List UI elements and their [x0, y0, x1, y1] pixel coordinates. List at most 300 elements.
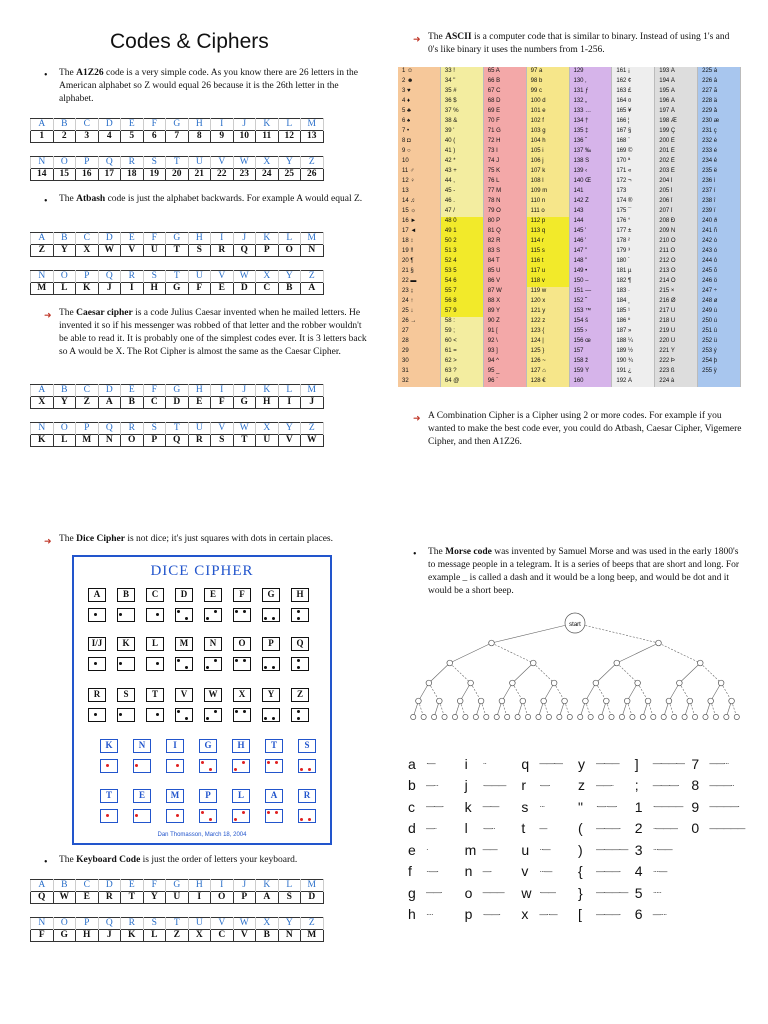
morse-entry	[691, 799, 748, 815]
ascii-cell: 155 ›	[573, 328, 588, 334]
cipher-value-cell: 5	[121, 131, 144, 143]
morse-entry	[578, 756, 635, 772]
dice-dot	[119, 613, 122, 616]
cipher-value-cell: 15	[53, 169, 76, 181]
morse-tree-node	[510, 680, 516, 686]
dice-dot	[201, 811, 204, 814]
ascii-cell: 125 }	[530, 348, 545, 354]
ascii-cell: 160	[573, 378, 584, 384]
morse-character: s	[521, 798, 529, 815]
morse-character: a	[408, 755, 416, 772]
ascii-cell: 187 »	[616, 328, 632, 334]
cipher-value-cell: J	[98, 930, 121, 942]
plain-letter-cell: V	[211, 423, 234, 435]
arrow-bullet-icon: ➜	[413, 34, 421, 44]
morse-tree-node	[416, 698, 422, 704]
morse-tree-node	[729, 698, 735, 704]
cipher-value-cell: W	[98, 245, 121, 257]
ascii-cell: 100 d	[530, 98, 546, 104]
morse-entry	[521, 906, 578, 922]
cipher-value-cell: 22	[211, 169, 234, 181]
ascii-cell: 150 –	[573, 278, 589, 284]
cipher-value-cell: U	[256, 435, 279, 447]
plain-letter-cell: K	[256, 385, 279, 397]
morse-signal: ·——	[539, 888, 556, 898]
plain-letter-cell: I	[211, 233, 234, 245]
plain-letter-cell: S	[143, 423, 166, 435]
ascii-cell: 44 ,	[444, 178, 455, 184]
cipher-value-cell: 10	[233, 131, 256, 143]
ascii-cell: 45 -	[444, 188, 456, 194]
ascii-cell: 11 ♂	[402, 168, 415, 174]
plain-letter-cell: B	[53, 119, 76, 131]
morse-signal: —··—	[539, 909, 557, 919]
ascii-cell: 219 Û	[659, 328, 676, 334]
ascii-description: The ASCII is a computer code that is similar to binary. Instead of using 1's and 0's like binary it uses the numbers from 1-256.	[428, 32, 730, 55]
morse-signal: —·——·—	[596, 888, 628, 898]
ascii-cell: 227 ã	[702, 88, 718, 94]
ascii-cell: 78 N	[487, 198, 501, 204]
dice-dot	[297, 617, 300, 620]
cipher-value-cell: 19	[143, 169, 166, 181]
morse-signal: ···	[539, 802, 545, 812]
plain-letter-cell: F	[143, 233, 166, 245]
morse-character: ;	[634, 777, 639, 794]
cipher-value-cell: H	[143, 283, 166, 295]
ascii-cell: 95 _	[487, 368, 500, 374]
cipher-value-cell: M	[31, 283, 54, 295]
cipher-value-cell: X	[31, 397, 54, 409]
morse-character: r	[521, 777, 527, 794]
plain-letter-cell: K	[256, 119, 279, 131]
dice-dot	[272, 717, 275, 720]
dice-dot	[177, 610, 180, 613]
ascii-cell: 154 š	[573, 318, 589, 324]
ascii-cell: 247 ÷	[702, 288, 718, 294]
dice-chart-title: DICE CIPHER	[150, 563, 254, 579]
plain-letter-cell: E	[121, 880, 144, 892]
morse-entry	[635, 906, 692, 922]
dice-dot	[185, 666, 188, 669]
morse-tree-node	[499, 698, 505, 704]
ascii-cell: 185 ¹	[616, 308, 631, 314]
dice-dot-box	[291, 608, 309, 622]
morse-entry	[465, 756, 522, 772]
morse-signal: —·	[482, 866, 492, 876]
dice-letter-box: A	[265, 789, 283, 803]
ascii-cell: 195 Ã	[659, 88, 675, 94]
morse-character: f	[408, 863, 412, 880]
ascii-cell: 62 >	[444, 358, 457, 364]
morse-signal: ·——·	[482, 909, 500, 919]
cipher-value-cell: L	[143, 930, 166, 942]
ascii-cell: 245 õ	[702, 268, 718, 274]
morse-signal: ———··	[709, 780, 734, 790]
morse-signal: ·	[426, 845, 428, 855]
ascii-cell: 4 ♦	[402, 98, 411, 104]
dice-dot	[156, 713, 159, 716]
ascii-column	[612, 67, 655, 387]
morse-character: 4	[634, 863, 643, 880]
dice-letter-box: T	[100, 789, 118, 803]
ascii-cell	[698, 377, 740, 387]
plain-letter-cell: T	[166, 918, 189, 930]
cipher-value-cell: B	[256, 930, 279, 942]
keyboard-table-1	[30, 879, 324, 904]
ascii-cell: 39 '	[444, 128, 455, 134]
morse-entry	[635, 863, 692, 879]
ascii-cell: 131 ƒ	[573, 88, 589, 94]
morse-signal: —·—·	[426, 802, 444, 812]
ascii-cell: 55 7	[441, 287, 483, 297]
dice-dot	[297, 710, 300, 713]
ascii-cell: 170 ª	[616, 158, 631, 164]
ascii-cell: 129	[573, 68, 584, 74]
plain-letter-cell: J	[233, 233, 256, 245]
cipher-value-cell: N	[98, 435, 121, 447]
dice-dot-box	[146, 657, 164, 671]
ascii-cell: 9 ○	[402, 148, 411, 154]
dice-dot-box	[291, 657, 309, 671]
morse-tree-node	[442, 714, 447, 719]
morse-signal: ····—	[652, 866, 667, 876]
plain-letter-cell: N	[31, 271, 54, 283]
morse-signal: —·——·—	[596, 845, 628, 855]
ascii-cell: 141	[573, 188, 584, 194]
dice-dot	[94, 662, 97, 665]
plain-letter-cell: I	[211, 385, 234, 397]
plain-letter-cell: F	[143, 385, 166, 397]
dice-letter-box: I	[166, 739, 184, 753]
cipher-value-cell: A	[256, 892, 279, 904]
ascii-cell: 119 w	[530, 288, 547, 294]
ascii-cell: 152 ˜	[573, 298, 588, 304]
cipher-value-cell: 17	[98, 169, 121, 181]
morse-character: o	[464, 884, 473, 901]
morse-character: e	[408, 841, 416, 858]
ascii-cell: 27	[402, 328, 409, 334]
ascii-cell: 142 Ž	[573, 198, 589, 204]
ascii-column	[570, 67, 613, 387]
morse-tree-edge	[533, 663, 554, 683]
morse-signal: —····	[652, 909, 667, 919]
cipher-value-cell: C	[211, 930, 234, 942]
bullet-icon: •	[413, 549, 417, 560]
ascii-column	[441, 67, 484, 387]
ascii-cell: 41 )	[444, 148, 456, 154]
ascii-cell: 250 ú	[702, 318, 718, 324]
morse-character: {	[578, 863, 583, 880]
plain-letter-cell: Y	[278, 423, 301, 435]
ascii-cell: 117 u	[527, 267, 569, 277]
plain-letter-cell: O	[53, 918, 76, 930]
cipher-value-cell: G	[233, 397, 256, 409]
plain-letter-cell: O	[53, 271, 76, 283]
ascii-cell: 109 m	[530, 188, 548, 194]
ascii-cell: 69 E	[487, 108, 501, 114]
dice-letter-box: N	[204, 637, 222, 651]
morse-entry	[635, 777, 692, 793]
ascii-cell: 104 h	[530, 138, 546, 144]
ascii-cell: 191 ¿	[616, 368, 632, 374]
dice-letter-box: T	[265, 739, 283, 753]
dice-letter-box: Q	[291, 637, 309, 651]
plain-letter-cell: R	[121, 271, 144, 283]
plain-letter-cell: Y	[278, 918, 301, 930]
cipher-value-cell: L	[53, 435, 76, 447]
morse-tree-edge	[617, 643, 659, 663]
morse-entry	[408, 820, 465, 836]
morse-entry	[578, 799, 635, 815]
morse-signal: ·————	[652, 802, 683, 812]
ascii-cell: 80 P	[487, 218, 501, 224]
ascii-cell: 235 ë	[702, 168, 718, 174]
ascii-cell: 91 [	[487, 328, 498, 334]
morse-tree-node	[734, 714, 739, 719]
cipher-value-cell: 12	[278, 131, 301, 143]
plain-letter-cell: Z	[301, 918, 324, 930]
ascii-cell: 216 Ø	[659, 298, 676, 304]
morse-tree-node	[651, 714, 656, 719]
dice-dot	[185, 717, 188, 720]
ascii-cell: 107 k	[530, 168, 546, 174]
combination-description: A Combination Cipher is a Cipher using 2 or more codes. For example if you wanted to make the best code ever, you could do Atbash, Caesar Cipher, Vigemere Cipher, and then A1Z26.	[428, 411, 742, 447]
plain-letter-cell: M	[301, 880, 324, 892]
bullet-icon: •	[44, 196, 48, 207]
ascii-cell: 96 `	[487, 378, 499, 384]
cipher-value-cell: 9	[211, 131, 234, 143]
morse-tree-node	[645, 698, 651, 704]
ascii-cell: 46 .	[444, 198, 455, 204]
plain-letter-cell: O	[53, 423, 76, 435]
ascii-cell: 10	[402, 158, 409, 164]
cipher-value-cell: 21	[188, 169, 211, 181]
dice-dot	[308, 768, 311, 771]
cipher-value-cell: O	[121, 435, 144, 447]
ascii-cell: 7 •	[402, 128, 410, 134]
dice-dot	[201, 761, 204, 764]
morse-signal: —————	[709, 823, 745, 833]
morse-tree-node	[593, 680, 599, 686]
cipher-value-cell: B	[121, 397, 144, 409]
dice-dot	[242, 811, 245, 814]
ascii-cell: 244 ô	[702, 258, 718, 264]
morse-character: 9	[691, 798, 700, 815]
morse-tree-node	[478, 698, 484, 704]
plain-letter-cell: P	[76, 918, 99, 930]
ascii-cell: 1 ☺	[402, 68, 414, 74]
morse-character: [	[578, 906, 582, 923]
morse-tree-edge	[575, 623, 659, 643]
ascii-column	[484, 67, 527, 387]
caesar-description: The Caesar cipher is a code Julius Caesar invented when he mailed letters. He invented it so if his messenger was robbed of that letter and the robber wouldn't be able to read it. It is probably one of the simplest codes ever. It is 3 letters back so A would be X. The Rot Cipher is almost the same as the Caesar Cipher.	[59, 308, 367, 357]
morse-character: 6	[634, 906, 643, 923]
dice-dot	[243, 710, 246, 713]
ascii-cell: 132 „	[573, 98, 588, 104]
cipher-value-cell: 2	[53, 131, 76, 143]
ascii-cell: 254 þ	[702, 358, 718, 364]
dice-dot	[264, 617, 267, 620]
ascii-cell: 126 ~	[530, 358, 546, 364]
ascii-cell: 102 f	[530, 118, 544, 124]
ascii-cell: 166 ¦	[616, 118, 630, 124]
ascii-cell: 92 \	[487, 338, 498, 344]
dice-dot	[119, 713, 122, 716]
ascii-cell: 180 ´	[616, 258, 631, 264]
morse-entry	[408, 777, 465, 793]
ascii-cell: 74 J	[487, 158, 500, 164]
morse-tree-node	[619, 714, 624, 719]
cipher-value-cell: F	[211, 397, 234, 409]
morse-tree-node	[588, 714, 593, 719]
ascii-cell: 241 ñ	[702, 228, 718, 234]
plain-letter-cell: M	[301, 119, 324, 131]
dice-dot	[297, 659, 300, 662]
morse-signal: ·····	[652, 888, 662, 898]
morse-signal: ··———	[652, 823, 678, 833]
cipher-value-cell: 6	[143, 131, 166, 143]
ascii-cell: 87 W	[487, 288, 502, 294]
morse-tree-node	[536, 714, 541, 719]
morse-tree-edge	[450, 663, 471, 683]
ascii-cell: 229 å	[702, 108, 718, 114]
dice-letter-box: R	[88, 688, 106, 702]
plain-letter-cell: C	[76, 119, 99, 131]
plain-letter-cell: N	[31, 918, 54, 930]
dice-letter-box: C	[146, 588, 164, 602]
morse-entry	[521, 756, 578, 772]
ascii-cell: 147 "	[573, 248, 588, 254]
cipher-value-cell: G	[166, 283, 189, 295]
plain-letter-cell: D	[98, 119, 121, 131]
ascii-cell: 130 ‚	[573, 78, 587, 84]
ascii-cell: 212 Ô	[659, 258, 676, 264]
morse-tree-node	[640, 714, 645, 719]
morse-character: t	[521, 820, 526, 837]
ascii-table	[398, 67, 741, 387]
cipher-value-cell: C	[256, 283, 279, 295]
morse-signal: —·——	[596, 759, 619, 769]
morse-character: i	[464, 755, 468, 772]
morse-signal: ———	[482, 888, 504, 898]
ascii-cell: 5 ♣	[402, 108, 411, 114]
morse-tree-node	[703, 714, 708, 719]
ascii-cell: 25 ↓	[402, 308, 414, 314]
dice-dot	[297, 666, 300, 669]
morse-tree-node	[562, 698, 568, 704]
ascii-cell: 89 Y	[487, 308, 500, 314]
morse-entry	[521, 799, 578, 815]
morse-signal: —·—·—·	[652, 780, 679, 790]
morse-tree-edge	[617, 663, 638, 683]
cipher-value-cell: 26	[301, 169, 324, 181]
ascii-cell: 57 9	[441, 307, 483, 317]
morse-tree-edge	[512, 663, 533, 683]
ascii-cell: 51 3	[441, 247, 483, 257]
ascii-cell: 18 ↕	[402, 238, 414, 244]
dice-letter-box: X	[233, 688, 251, 702]
morse-character: k	[464, 798, 472, 815]
ascii-cell: 221 Ý	[659, 348, 675, 354]
morse-signal: ·—··—·	[596, 802, 617, 812]
ascii-cell: 184 ¸	[616, 298, 631, 304]
morse-row	[408, 753, 748, 775]
dice-letter-box: L	[232, 789, 250, 803]
morse-tree-node	[692, 714, 697, 719]
dice-letter-box: H	[232, 739, 250, 753]
cipher-value-cell: O	[211, 892, 234, 904]
morse-signal: ·———	[482, 780, 506, 790]
ascii-cell: 86 V	[487, 278, 501, 284]
cipher-value-cell: A	[301, 283, 324, 295]
caesar-table-1	[30, 384, 324, 409]
dice-letter-box: D	[175, 588, 193, 602]
cipher-value-cell: V	[233, 930, 256, 942]
dice-dot-box	[291, 708, 309, 722]
ascii-cell: 182 ¶	[616, 278, 632, 284]
dice-letter-box: K	[100, 739, 118, 753]
ascii-cell: 178 ²	[616, 238, 631, 244]
ascii-cell: 68 D	[487, 98, 501, 104]
plain-letter-cell: C	[76, 880, 99, 892]
morse-tree-node	[494, 714, 499, 719]
plain-letter-cell: X	[256, 157, 279, 169]
ascii-cell: 98 b	[530, 78, 543, 84]
ascii-cell: 162 ¢	[616, 78, 632, 84]
ascii-cell: 50 2	[441, 237, 483, 247]
cipher-value-cell: Y	[143, 892, 166, 904]
ascii-cell: 13	[402, 188, 409, 194]
ascii-cell: 60 <	[444, 338, 457, 344]
dice-dot	[275, 761, 278, 764]
morse-signal: ——	[482, 845, 497, 855]
dice-letter-box: M	[166, 789, 184, 803]
morse-character: d	[408, 820, 416, 837]
dice-letter-box: P	[199, 789, 217, 803]
morse-tree-edge	[492, 643, 534, 663]
morse-tree-node	[484, 714, 489, 719]
morse-tree-node	[515, 714, 520, 719]
morse-tree-node	[604, 698, 610, 704]
cipher-value-cell: E	[188, 397, 211, 409]
morse-character: u	[521, 841, 530, 858]
cipher-value-cell: 13	[301, 131, 324, 143]
ascii-cell: 239 ï	[702, 208, 716, 214]
ascii-cell: 200 È	[659, 138, 675, 144]
morse-character: "	[578, 798, 583, 815]
cipher-value-cell: C	[143, 397, 166, 409]
morse-character: q	[521, 755, 530, 772]
ascii-cell: 222 Þ	[659, 358, 675, 364]
ascii-cell: 248 ø	[702, 298, 718, 304]
ascii-cell: 72 H	[487, 138, 501, 144]
ascii-cell: 113 q	[527, 227, 569, 237]
morse-entry	[408, 842, 465, 858]
morse-character: m	[464, 841, 477, 858]
cipher-value-cell: D	[233, 283, 256, 295]
ascii-cell: 58 :	[444, 318, 455, 324]
dice-letter-box: E	[204, 588, 222, 602]
morse-tree-node	[708, 698, 714, 704]
dice-letter-box: G	[262, 588, 280, 602]
morse-tree-node	[489, 640, 495, 646]
ascii-cell: 173	[616, 188, 627, 194]
morse-character: (	[578, 820, 583, 837]
plain-letter-cell: F	[143, 880, 166, 892]
ascii-cell: 61 =	[444, 348, 457, 354]
ascii-cell: 53 5	[441, 267, 483, 277]
ascii-cell: 66 B	[487, 78, 501, 84]
